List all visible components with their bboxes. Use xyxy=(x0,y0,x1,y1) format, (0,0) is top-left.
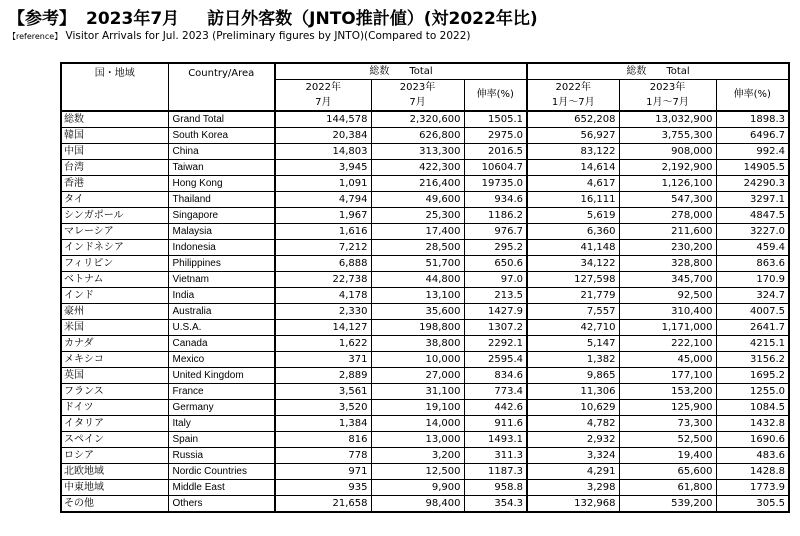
region-ja-cell: タイ xyxy=(61,192,168,208)
table-row xyxy=(61,192,789,208)
arrivals-2023-cum-cell: 278,000 xyxy=(619,208,716,224)
header-2022-jan-jul: 2022年 xyxy=(527,80,619,96)
region-ja-cell: フィリピン xyxy=(61,256,168,272)
subtitle-text: Visitor Arrivals for Jul. 2023 (Preliminary figures by JNTO)(Compared to 2022) xyxy=(65,30,471,42)
region-en-cell: U.S.A. xyxy=(168,320,275,336)
arrivals-2022-jul-cell: 20,384 xyxy=(275,128,371,144)
region-ja-cell: ドイツ xyxy=(61,400,168,416)
arrivals-2023-cum-cell: 177,100 xyxy=(619,368,716,384)
arrivals-2023-cum-cell: 19,400 xyxy=(619,448,716,464)
table-row xyxy=(61,224,789,240)
growth-cum-cell: 1255.0 xyxy=(716,384,789,400)
growth-cum-cell: 6496.7 xyxy=(716,128,789,144)
arrivals-2022-cum-cell: 21,779 xyxy=(527,288,619,304)
growth-cum-cell: 4215.1 xyxy=(716,336,789,352)
table-row xyxy=(61,352,789,368)
growth-month-cell: 773.4 xyxy=(464,384,527,400)
table-row xyxy=(61,384,789,400)
growth-month-cell: 2975.0 xyxy=(464,128,527,144)
growth-month-cell: 1427.9 xyxy=(464,304,527,320)
arrivals-2023-cum-cell: 3,755,300 xyxy=(619,128,716,144)
arrivals-2023-cum-cell: 92,500 xyxy=(619,288,716,304)
arrivals-2022-jul-cell: 4,794 xyxy=(275,192,371,208)
table-row xyxy=(61,111,789,128)
arrivals-2023-cum-cell: 908,000 xyxy=(619,144,716,160)
arrivals-2022-jul-cell: 2,889 xyxy=(275,368,371,384)
header-2022-jan-jul-sub: 1月～7月 xyxy=(527,95,619,111)
header-region-ja: 国・地域 xyxy=(61,63,168,111)
growth-month-cell: 442.6 xyxy=(464,400,527,416)
table-row xyxy=(61,368,789,384)
region-ja-cell: 中国 xyxy=(61,144,168,160)
growth-cum-cell: 459.4 xyxy=(716,240,789,256)
arrivals-2022-cum-cell: 3,298 xyxy=(527,480,619,496)
arrivals-2023-jul-cell: 13,100 xyxy=(371,288,464,304)
arrivals-2022-jul-cell: 1,622 xyxy=(275,336,371,352)
region-en-cell: United Kingdom xyxy=(168,368,275,384)
region-en-cell: South Korea xyxy=(168,128,275,144)
arrivals-2023-cum-cell: 13,032,900 xyxy=(619,111,716,128)
visitor-arrivals-table xyxy=(60,62,790,513)
arrivals-2023-jul-cell: 27,000 xyxy=(371,368,464,384)
table-row xyxy=(61,240,789,256)
region-en-cell: France xyxy=(168,384,275,400)
arrivals-2023-jul-cell: 198,800 xyxy=(371,320,464,336)
subtitle-tag: 【reference】 xyxy=(8,32,63,41)
arrivals-2023-jul-cell: 19,100 xyxy=(371,400,464,416)
arrivals-2023-jul-cell: 28,500 xyxy=(371,240,464,256)
header-group-cumulative: 総数 Total xyxy=(527,63,789,80)
arrivals-2022-cum-cell: 6,360 xyxy=(527,224,619,240)
table-row xyxy=(61,272,789,288)
arrivals-2022-jul-cell: 4,178 xyxy=(275,288,371,304)
arrivals-2023-jul-cell: 422,300 xyxy=(371,160,464,176)
table-row xyxy=(61,304,789,320)
arrivals-2022-jul-cell: 1,091 xyxy=(275,176,371,192)
arrivals-2022-cum-cell: 4,291 xyxy=(527,464,619,480)
region-ja-cell: 米国 xyxy=(61,320,168,336)
growth-cum-cell: 24290.3 xyxy=(716,176,789,192)
growth-cum-cell: 863.6 xyxy=(716,256,789,272)
growth-cum-cell: 305.5 xyxy=(716,496,789,513)
growth-month-cell: 1505.1 xyxy=(464,111,527,128)
arrivals-2023-jul-cell: 626,800 xyxy=(371,128,464,144)
growth-cum-cell: 483.6 xyxy=(716,448,789,464)
growth-month-cell: 295.2 xyxy=(464,240,527,256)
growth-cum-cell: 1898.3 xyxy=(716,111,789,128)
region-en-cell: India xyxy=(168,288,275,304)
region-en-cell: Canada xyxy=(168,336,275,352)
table-row xyxy=(61,496,789,513)
growth-cum-cell: 1773.9 xyxy=(716,480,789,496)
region-ja-cell: 総数 xyxy=(61,111,168,128)
arrivals-2022-jul-cell: 971 xyxy=(275,464,371,480)
table-row xyxy=(61,464,789,480)
table-row xyxy=(61,320,789,336)
growth-month-cell: 650.6 xyxy=(464,256,527,272)
header-2023-jul: 2023年 xyxy=(371,80,464,96)
arrivals-2022-cum-cell: 16,111 xyxy=(527,192,619,208)
page-subtitle xyxy=(8,30,470,42)
arrivals-2022-cum-cell: 3,324 xyxy=(527,448,619,464)
arrivals-2022-jul-cell: 3,945 xyxy=(275,160,371,176)
arrivals-2022-jul-cell: 1,384 xyxy=(275,416,371,432)
arrivals-2023-jul-cell: 10,000 xyxy=(371,352,464,368)
growth-month-cell: 834.6 xyxy=(464,368,527,384)
arrivals-2022-jul-cell: 816 xyxy=(275,432,371,448)
arrivals-2023-cum-cell: 61,800 xyxy=(619,480,716,496)
header-growth-month: 伸率(%) xyxy=(464,80,527,112)
title-tag: 【参考】 xyxy=(8,9,76,29)
arrivals-2023-cum-cell: 65,600 xyxy=(619,464,716,480)
arrivals-2023-cum-cell: 1,126,100 xyxy=(619,176,716,192)
arrivals-2023-jul-cell: 9,900 xyxy=(371,480,464,496)
region-ja-cell: 豪州 xyxy=(61,304,168,320)
region-en-cell: Nordic Countries xyxy=(168,464,275,480)
growth-month-cell: 934.6 xyxy=(464,192,527,208)
arrivals-2023-cum-cell: 45,000 xyxy=(619,352,716,368)
growth-cum-cell: 3297.1 xyxy=(716,192,789,208)
region-ja-cell: メキシコ xyxy=(61,352,168,368)
arrivals-2022-cum-cell: 2,932 xyxy=(527,432,619,448)
arrivals-2022-cum-cell: 11,306 xyxy=(527,384,619,400)
arrivals-2023-cum-cell: 310,400 xyxy=(619,304,716,320)
growth-month-cell: 958.8 xyxy=(464,480,527,496)
table-row xyxy=(61,400,789,416)
region-en-cell: Vietnam xyxy=(168,272,275,288)
region-en-cell: Thailand xyxy=(168,192,275,208)
arrivals-2022-cum-cell: 7,557 xyxy=(527,304,619,320)
arrivals-2022-jul-cell: 3,561 xyxy=(275,384,371,400)
title-main: 訪日外客数（JNTO推計値）(対2022年比) xyxy=(207,9,538,29)
header-2022-jul: 2022年 xyxy=(275,80,371,96)
growth-month-cell: 97.0 xyxy=(464,272,527,288)
growth-month-cell: 911.6 xyxy=(464,416,527,432)
region-ja-cell: カナダ xyxy=(61,336,168,352)
growth-cum-cell: 1695.2 xyxy=(716,368,789,384)
arrivals-2023-cum-cell: 2,192,900 xyxy=(619,160,716,176)
arrivals-2023-cum-cell: 211,600 xyxy=(619,224,716,240)
growth-cum-cell: 2641.7 xyxy=(716,320,789,336)
region-en-cell: Italy xyxy=(168,416,275,432)
header-2022-jul-sub: 7月 xyxy=(275,95,371,111)
header-2023-jan-jul: 2023年 xyxy=(619,80,716,96)
table-row xyxy=(61,432,789,448)
growth-month-cell: 1307.2 xyxy=(464,320,527,336)
arrivals-2023-cum-cell: 222,100 xyxy=(619,336,716,352)
arrivals-2022-cum-cell: 4,617 xyxy=(527,176,619,192)
arrivals-2023-jul-cell: 49,600 xyxy=(371,192,464,208)
region-ja-cell: シンガポール xyxy=(61,208,168,224)
arrivals-2023-cum-cell: 328,800 xyxy=(619,256,716,272)
region-ja-cell: マレーシア xyxy=(61,224,168,240)
region-ja-cell: インド xyxy=(61,288,168,304)
table-row xyxy=(61,208,789,224)
region-ja-cell: 香港 xyxy=(61,176,168,192)
arrivals-2022-jul-cell: 21,658 xyxy=(275,496,371,513)
arrivals-2022-cum-cell: 5,619 xyxy=(527,208,619,224)
arrivals-2023-cum-cell: 125,900 xyxy=(619,400,716,416)
arrivals-2022-jul-cell: 22,738 xyxy=(275,272,371,288)
arrivals-2023-cum-cell: 52,500 xyxy=(619,432,716,448)
arrivals-2022-jul-cell: 935 xyxy=(275,480,371,496)
region-ja-cell: ベトナム xyxy=(61,272,168,288)
arrivals-2022-jul-cell: 778 xyxy=(275,448,371,464)
arrivals-2022-cum-cell: 132,968 xyxy=(527,496,619,513)
arrivals-2023-jul-cell: 98,400 xyxy=(371,496,464,513)
arrivals-2023-jul-cell: 25,300 xyxy=(371,208,464,224)
region-en-cell: Middle East xyxy=(168,480,275,496)
growth-cum-cell: 1428.8 xyxy=(716,464,789,480)
arrivals-2023-jul-cell: 14,000 xyxy=(371,416,464,432)
region-ja-cell: ロシア xyxy=(61,448,168,464)
arrivals-2022-jul-cell: 1,616 xyxy=(275,224,371,240)
growth-month-cell: 2595.4 xyxy=(464,352,527,368)
table-row xyxy=(61,448,789,464)
arrivals-2022-jul-cell: 14,803 xyxy=(275,144,371,160)
region-ja-cell: 台湾 xyxy=(61,160,168,176)
arrivals-2023-cum-cell: 1,171,000 xyxy=(619,320,716,336)
arrivals-2022-cum-cell: 41,148 xyxy=(527,240,619,256)
region-en-cell: Russia xyxy=(168,448,275,464)
arrivals-2022-jul-cell: 2,330 xyxy=(275,304,371,320)
growth-month-cell: 19735.0 xyxy=(464,176,527,192)
arrivals-2022-cum-cell: 127,598 xyxy=(527,272,619,288)
region-ja-cell: 北欧地域 xyxy=(61,464,168,480)
region-en-cell: Indonesia xyxy=(168,240,275,256)
growth-month-cell: 311.3 xyxy=(464,448,527,464)
arrivals-2022-cum-cell: 10,629 xyxy=(527,400,619,416)
arrivals-2022-jul-cell: 6,888 xyxy=(275,256,371,272)
growth-month-cell: 10604.7 xyxy=(464,160,527,176)
arrivals-2022-cum-cell: 9,865 xyxy=(527,368,619,384)
arrivals-2023-jul-cell: 216,400 xyxy=(371,176,464,192)
growth-month-cell: 1187.3 xyxy=(464,464,527,480)
arrivals-2022-jul-cell: 14,127 xyxy=(275,320,371,336)
arrivals-2022-cum-cell: 4,782 xyxy=(527,416,619,432)
arrivals-2022-cum-cell: 652,208 xyxy=(527,111,619,128)
region-ja-cell: その他 xyxy=(61,496,168,513)
header-region-en: Country/Area xyxy=(168,63,275,111)
arrivals-2022-cum-cell: 34,122 xyxy=(527,256,619,272)
title-month: 2023年7月 xyxy=(86,9,180,29)
table-row xyxy=(61,256,789,272)
growth-cum-cell: 4007.5 xyxy=(716,304,789,320)
growth-cum-cell: 1432.8 xyxy=(716,416,789,432)
region-en-cell: Others xyxy=(168,496,275,513)
growth-cum-cell: 324.7 xyxy=(716,288,789,304)
arrivals-2023-jul-cell: 51,700 xyxy=(371,256,464,272)
table-row xyxy=(61,144,789,160)
table-row xyxy=(61,160,789,176)
arrivals-2023-jul-cell: 38,800 xyxy=(371,336,464,352)
growth-month-cell: 976.7 xyxy=(464,224,527,240)
growth-month-cell: 354.3 xyxy=(464,496,527,513)
arrivals-2023-jul-cell: 2,320,600 xyxy=(371,111,464,128)
growth-cum-cell: 3156.2 xyxy=(716,352,789,368)
arrivals-2023-jul-cell: 35,600 xyxy=(371,304,464,320)
arrivals-2023-cum-cell: 73,300 xyxy=(619,416,716,432)
region-en-cell: Spain xyxy=(168,432,275,448)
growth-cum-cell: 1690.6 xyxy=(716,432,789,448)
growth-cum-cell: 3227.0 xyxy=(716,224,789,240)
arrivals-2022-cum-cell: 14,614 xyxy=(527,160,619,176)
arrivals-2022-cum-cell: 1,382 xyxy=(527,352,619,368)
arrivals-2022-cum-cell: 83,122 xyxy=(527,144,619,160)
growth-month-cell: 2292.1 xyxy=(464,336,527,352)
arrivals-2023-cum-cell: 153,200 xyxy=(619,384,716,400)
arrivals-2023-jul-cell: 13,000 xyxy=(371,432,464,448)
growth-cum-cell: 170.9 xyxy=(716,272,789,288)
region-ja-cell: スペイン xyxy=(61,432,168,448)
region-ja-cell: 英国 xyxy=(61,368,168,384)
arrivals-2023-cum-cell: 230,200 xyxy=(619,240,716,256)
region-ja-cell: 中東地域 xyxy=(61,480,168,496)
growth-month-cell: 1186.2 xyxy=(464,208,527,224)
region-en-cell: Malaysia xyxy=(168,224,275,240)
region-ja-cell: インドネシア xyxy=(61,240,168,256)
table-row xyxy=(61,336,789,352)
arrivals-2022-cum-cell: 5,147 xyxy=(527,336,619,352)
arrivals-2023-cum-cell: 547,300 xyxy=(619,192,716,208)
header-growth-cumulative: 伸率(%) xyxy=(716,80,789,112)
region-en-cell: Taiwan xyxy=(168,160,275,176)
growth-cum-cell: 14905.5 xyxy=(716,160,789,176)
region-en-cell: Philippines xyxy=(168,256,275,272)
table-row xyxy=(61,480,789,496)
header-2023-jul-sub: 7月 xyxy=(371,95,464,111)
growth-month-cell: 1493.1 xyxy=(464,432,527,448)
growth-cum-cell: 992.4 xyxy=(716,144,789,160)
growth-month-cell: 213.5 xyxy=(464,288,527,304)
arrivals-2023-jul-cell: 3,200 xyxy=(371,448,464,464)
table-row xyxy=(61,416,789,432)
region-en-cell: Mexico xyxy=(168,352,275,368)
arrivals-2023-jul-cell: 31,100 xyxy=(371,384,464,400)
region-en-cell: Australia xyxy=(168,304,275,320)
arrivals-2022-jul-cell: 3,520 xyxy=(275,400,371,416)
region-en-cell: Hong Kong xyxy=(168,176,275,192)
growth-month-cell: 2016.5 xyxy=(464,144,527,160)
arrivals-2023-jul-cell: 17,400 xyxy=(371,224,464,240)
arrivals-2023-jul-cell: 12,500 xyxy=(371,464,464,480)
arrivals-2022-jul-cell: 144,578 xyxy=(275,111,371,128)
region-en-cell: Grand Total xyxy=(168,111,275,128)
arrivals-2023-cum-cell: 345,700 xyxy=(619,272,716,288)
region-ja-cell: 韓国 xyxy=(61,128,168,144)
region-en-cell: Singapore xyxy=(168,208,275,224)
region-ja-cell: イタリア xyxy=(61,416,168,432)
header-2023-jan-jul-sub: 1月～7月 xyxy=(619,95,716,111)
growth-cum-cell: 1084.5 xyxy=(716,400,789,416)
growth-cum-cell: 4847.5 xyxy=(716,208,789,224)
arrivals-2022-jul-cell: 371 xyxy=(275,352,371,368)
page-title xyxy=(8,4,548,29)
arrivals-2023-jul-cell: 44,800 xyxy=(371,272,464,288)
arrivals-2022-cum-cell: 42,710 xyxy=(527,320,619,336)
arrivals-2022-jul-cell: 7,212 xyxy=(275,240,371,256)
header-group-month: 総数 Total xyxy=(275,63,527,80)
arrivals-2022-jul-cell: 1,967 xyxy=(275,208,371,224)
region-en-cell: China xyxy=(168,144,275,160)
arrivals-2022-cum-cell: 56,927 xyxy=(527,128,619,144)
table-row xyxy=(61,288,789,304)
arrivals-2023-jul-cell: 313,300 xyxy=(371,144,464,160)
arrivals-2023-cum-cell: 539,200 xyxy=(619,496,716,513)
table-row xyxy=(61,176,789,192)
table-row xyxy=(61,128,789,144)
region-en-cell: Germany xyxy=(168,400,275,416)
region-ja-cell: フランス xyxy=(61,384,168,400)
